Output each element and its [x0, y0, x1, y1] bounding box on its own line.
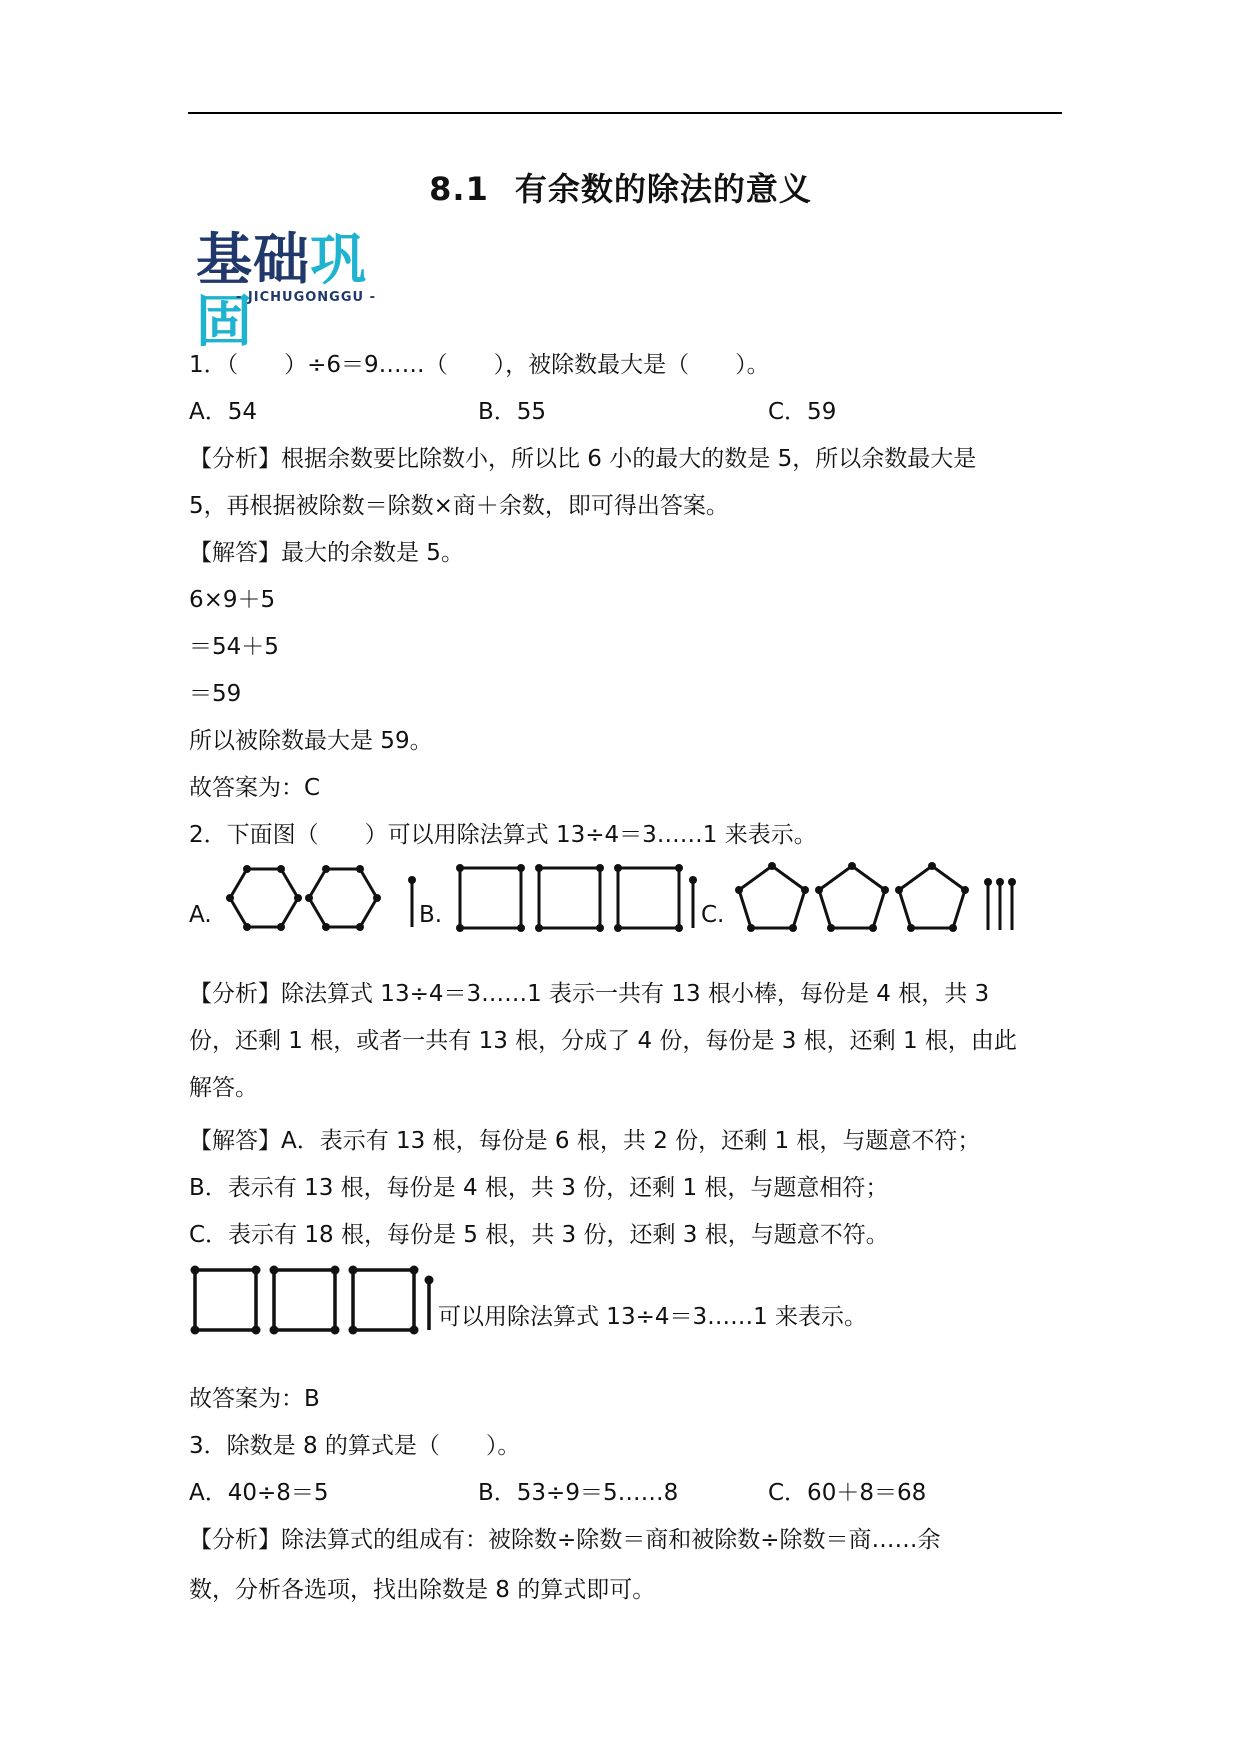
- section-logo: [196, 228, 414, 355]
- q3-analysis-line-1: 【分析】除法算式的组成有：被除数÷除数＝商和被除数÷除数＝商……余: [189, 1527, 941, 1553]
- q1-calc-2: ＝54＋5: [189, 634, 279, 660]
- q1-analysis-line-1: 【分析】根据余数要比除数小，所以比 6 小的最大的数是 5，所以余数最大是: [189, 446, 977, 472]
- q2-label-b: B.: [419, 902, 443, 928]
- q1-option-c: C．59: [768, 399, 837, 425]
- q2-option-a-figure: [226, 860, 426, 940]
- q2-option-b-figure: [455, 860, 705, 940]
- q1-option-a: A．54: [189, 399, 258, 425]
- logo-text-light: 巩固: [196, 228, 367, 355]
- q2-analysis-line-2: 份，还剩 1 根，或者一共有 13 根，分成了 4 份，每份是 3 根，还剩 1 根，由此: [189, 1028, 1017, 1054]
- q1-final-answer: 故答案为：C: [189, 775, 321, 801]
- q2-answer-c: C．表示有 18 根，每份是 5 根，共 3 份，还剩 3 根，与题意不符。: [189, 1222, 889, 1248]
- q1-question: 1．（ ）÷6＝9……（ ），被除数最大是（ ）。: [189, 352, 770, 378]
- title-number: 8.1: [429, 170, 489, 208]
- q2-question: 2．下面图（ ）可以用除法算式 13÷4＝3……1 来表示。: [189, 822, 817, 848]
- q1-conclusion: 所以被除数最大是 59。: [189, 728, 433, 754]
- q1-calc-3: ＝59: [189, 681, 242, 707]
- q2-option-c-figure: [734, 860, 1034, 940]
- q2-analysis-line-3: 解答。: [189, 1075, 258, 1101]
- q2-answer-b: B．表示有 13 根，每份是 4 根，共 3 份，还剩 1 根，与题意相符；: [189, 1175, 889, 1201]
- q2-label-a: A.: [189, 902, 212, 928]
- q1-option-b: B．55: [478, 399, 547, 425]
- q3-analysis-line-2: 数，分析各选项，找出除数是 8 的算式即可。: [189, 1577, 656, 1603]
- q3-question: 3．除数是 8 的算式是（ ）。: [189, 1433, 521, 1459]
- q2-final-answer: 故答案为：B: [189, 1386, 320, 1412]
- q2-analysis-line-1: 【分析】除法算式 13÷4＝3……1 表示一共有 13 根小棒，每份是 4 根，共 3: [189, 981, 990, 1007]
- q2-answer-a: 【解答】A．表示有 13 根，每份是 6 根，共 2 份，还剩 1 根，与题意不符；: [189, 1128, 981, 1154]
- title-text: 有余数的除法的意义: [514, 170, 812, 208]
- q1-calc-1: 6×9＋5: [189, 587, 276, 613]
- q3-option-c: C．60＋8＝68: [768, 1480, 927, 1506]
- q2-figure-caption: 可以用除法算式 13÷4＝3……1 来表示。: [438, 1304, 868, 1330]
- q2-label-c: C.: [701, 902, 725, 928]
- q1-analysis-line-2: 5，再根据被除数＝除数×商＋余数，即可得出答案。: [189, 493, 729, 519]
- q1-answer: 【解答】最大的余数是 5。: [189, 540, 464, 566]
- logo-subtitle: - JICHUGONGGU -: [236, 290, 376, 305]
- q3-option-b: B．53÷9＝5……8: [478, 1480, 679, 1506]
- q2-answer-figure: [189, 1262, 439, 1342]
- q3-option-a: A．40÷8＝5: [189, 1480, 329, 1506]
- logo-text-dark: 基础: [196, 228, 310, 293]
- header-rule: [188, 112, 1062, 114]
- page-title: [0, 164, 1241, 210]
